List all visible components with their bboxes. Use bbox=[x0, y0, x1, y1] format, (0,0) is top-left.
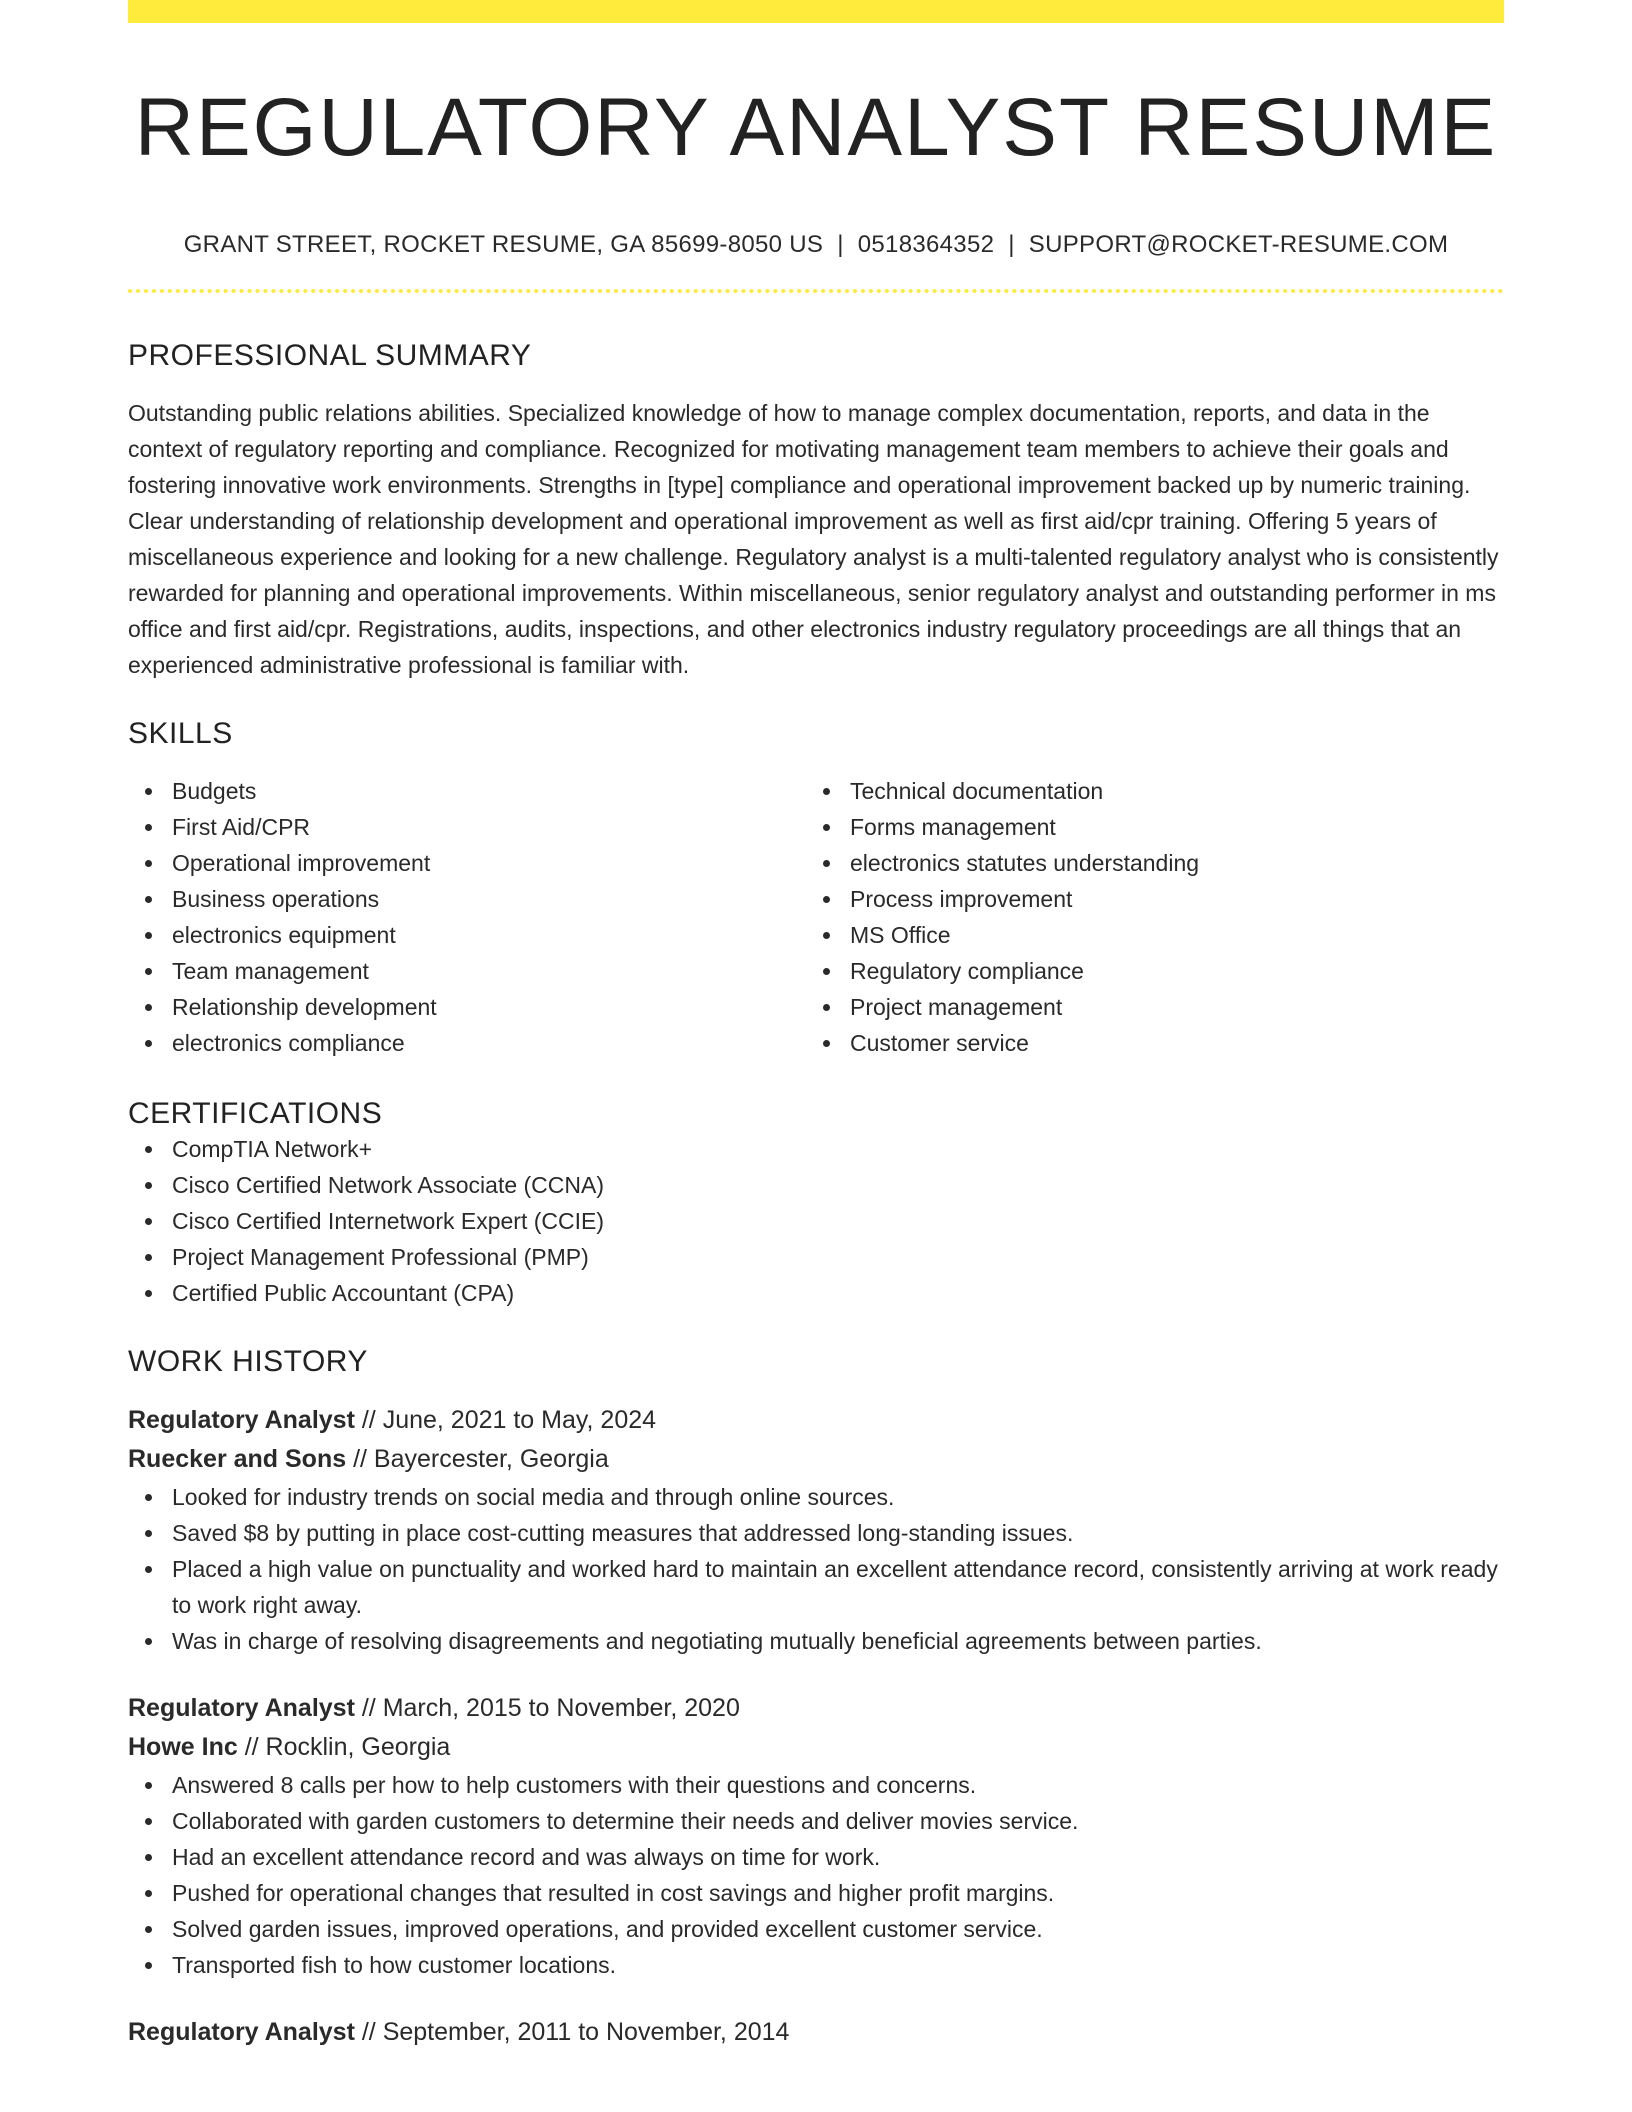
list-item: Project management bbox=[806, 989, 1484, 1025]
job-dates: // September, 2011 to November, 2014 bbox=[354, 2018, 790, 2047]
top-accent-bar bbox=[128, 0, 1504, 23]
list-item: electronics statutes understanding bbox=[806, 845, 1484, 881]
contact-separator: | bbox=[1008, 231, 1015, 259]
skills-right-column bbox=[806, 773, 1484, 1061]
job-location: // Bayercester, Georgia bbox=[346, 1445, 609, 1474]
list-item: Budgets bbox=[128, 773, 806, 809]
list-item: First Aid/CPR bbox=[128, 809, 806, 845]
list-item: Business operations bbox=[128, 881, 806, 917]
resume-page bbox=[128, 0, 1504, 2052]
skills-left-list bbox=[128, 773, 806, 1061]
list-item: Collaborated with garden customers to determine their needs and deliver movies service. bbox=[128, 1803, 1504, 1839]
job-company: Ruecker and Sons bbox=[128, 1445, 347, 1474]
list-item: MS Office bbox=[806, 917, 1484, 953]
contact-line bbox=[128, 231, 1504, 259]
list-item: Pushed for operational changes that resulted in cost savings and higher profit margins. bbox=[128, 1875, 1504, 1911]
list-item: Was in charge of resolving disagreements and negotiating mutually beneficial agreements between parties. bbox=[128, 1623, 1504, 1659]
job-role: Regulatory Analyst bbox=[128, 1694, 355, 1723]
list-item: Had an excellent attendance record and was always on time for work. bbox=[128, 1839, 1504, 1875]
list-item: Team management bbox=[128, 953, 806, 989]
job-location: // Rocklin, Georgia bbox=[237, 1733, 451, 1762]
list-item: Operational improvement bbox=[128, 845, 806, 881]
list-item: Cisco Certified Internetwork Expert (CCIE) bbox=[128, 1203, 1504, 1239]
list-item: Saved $8 by putting in place cost-cutting measures that addressed long-standing issues. bbox=[128, 1515, 1504, 1551]
certifications-list bbox=[128, 1131, 1504, 1311]
list-item: electronics equipment bbox=[128, 917, 806, 953]
job-entry bbox=[128, 1401, 1504, 1659]
list-item: Technical documentation bbox=[806, 773, 1484, 809]
list-item: Forms management bbox=[806, 809, 1484, 845]
list-item: Answered 8 calls per how to help customers with their questions and concerns. bbox=[128, 1767, 1504, 1803]
list-item: Project Management Professional (PMP) bbox=[128, 1239, 1504, 1275]
job-entry bbox=[128, 2013, 1504, 2052]
job-dates: // June, 2021 to May, 2024 bbox=[354, 1406, 657, 1435]
job-role-line bbox=[128, 1401, 1504, 1440]
list-item: Looked for industry trends on social media and through online sources. bbox=[128, 1479, 1504, 1515]
job-role: Regulatory Analyst bbox=[128, 2018, 355, 2047]
job-role-line bbox=[128, 1689, 1504, 1728]
address: GRANT STREET, ROCKET RESUME, GA 85699-8050 US bbox=[183, 231, 824, 259]
email: SUPPORT@ROCKET-RESUME.COM bbox=[1028, 231, 1449, 259]
job-dates: // March, 2015 to November, 2020 bbox=[354, 1694, 740, 1723]
job-company-line bbox=[128, 1728, 1504, 1767]
resume-title: REGULATORY ANALYST RESUME bbox=[134, 82, 1498, 173]
skills-left-column bbox=[128, 773, 806, 1061]
job-bullets bbox=[128, 1479, 1504, 1659]
summary-heading: PROFESSIONAL SUMMARY bbox=[128, 339, 532, 373]
list-item: Placed a high value on punctuality and worked hard to maintain an excellent attendance record, consistently arriving at work ready to work right away. bbox=[128, 1551, 1504, 1623]
list-item: electronics compliance bbox=[128, 1025, 806, 1061]
list-item: Relationship development bbox=[128, 989, 806, 1025]
list-item: Certified Public Accountant (CPA) bbox=[128, 1275, 1504, 1311]
job-bullets bbox=[128, 1767, 1504, 1983]
job-role: Regulatory Analyst bbox=[128, 1406, 355, 1435]
list-item: Customer service bbox=[806, 1025, 1484, 1061]
job-role-line bbox=[128, 2013, 1504, 2052]
work-history-list bbox=[128, 1401, 1504, 2052]
job-company-line bbox=[128, 1440, 1504, 1479]
summary-text: Outstanding public relations abilities. Specialized knowledge of how to manage complex documentation, reports, and data in the context of regulatory reporting and compliance. Recognized for motivating management team members to achieve their goals and fostering innovative work environments. Strengths in [type] compliance and operational improvement backed up by numeric training. Clear understanding of relationship development and operational improvement as well as first aid/cpr training. Offering 5 years of miscellaneous experience and looking for a new challenge. Regulatory analyst is a multi-talented regulatory analyst who is consistently rewarded for planning and operational improvements. Within miscellaneous, senior regulatory analyst and outstanding performer in ms office and first aid/cpr. Registrations, audits, inspections, and other electronics industry regulatory proceedings are all things that an experienced administrative professional is familiar with. bbox=[128, 400, 1499, 679]
skills-grid bbox=[128, 773, 1504, 1061]
job-company: Howe Inc bbox=[128, 1733, 238, 1762]
list-item: Process improvement bbox=[806, 881, 1484, 917]
list-item: Transported fish to how customer locations. bbox=[128, 1947, 1504, 1983]
phone: 0518364352 bbox=[857, 231, 995, 259]
list-item: Cisco Certified Network Associate (CCNA) bbox=[128, 1167, 1504, 1203]
skills-heading: SKILLS bbox=[128, 717, 233, 751]
job-entry bbox=[128, 1689, 1504, 1983]
skills-right-list bbox=[806, 773, 1484, 1061]
list-item: Regulatory compliance bbox=[806, 953, 1484, 989]
contact-separator: | bbox=[837, 231, 844, 259]
header-divider bbox=[128, 289, 1504, 293]
work-history-heading: WORK HISTORY bbox=[128, 1345, 368, 1379]
list-item: CompTIA Network+ bbox=[128, 1131, 1504, 1167]
certifications-heading: CERTIFICATIONS bbox=[128, 1097, 383, 1131]
list-item: Solved garden issues, improved operations, and provided excellent customer service. bbox=[128, 1911, 1504, 1947]
